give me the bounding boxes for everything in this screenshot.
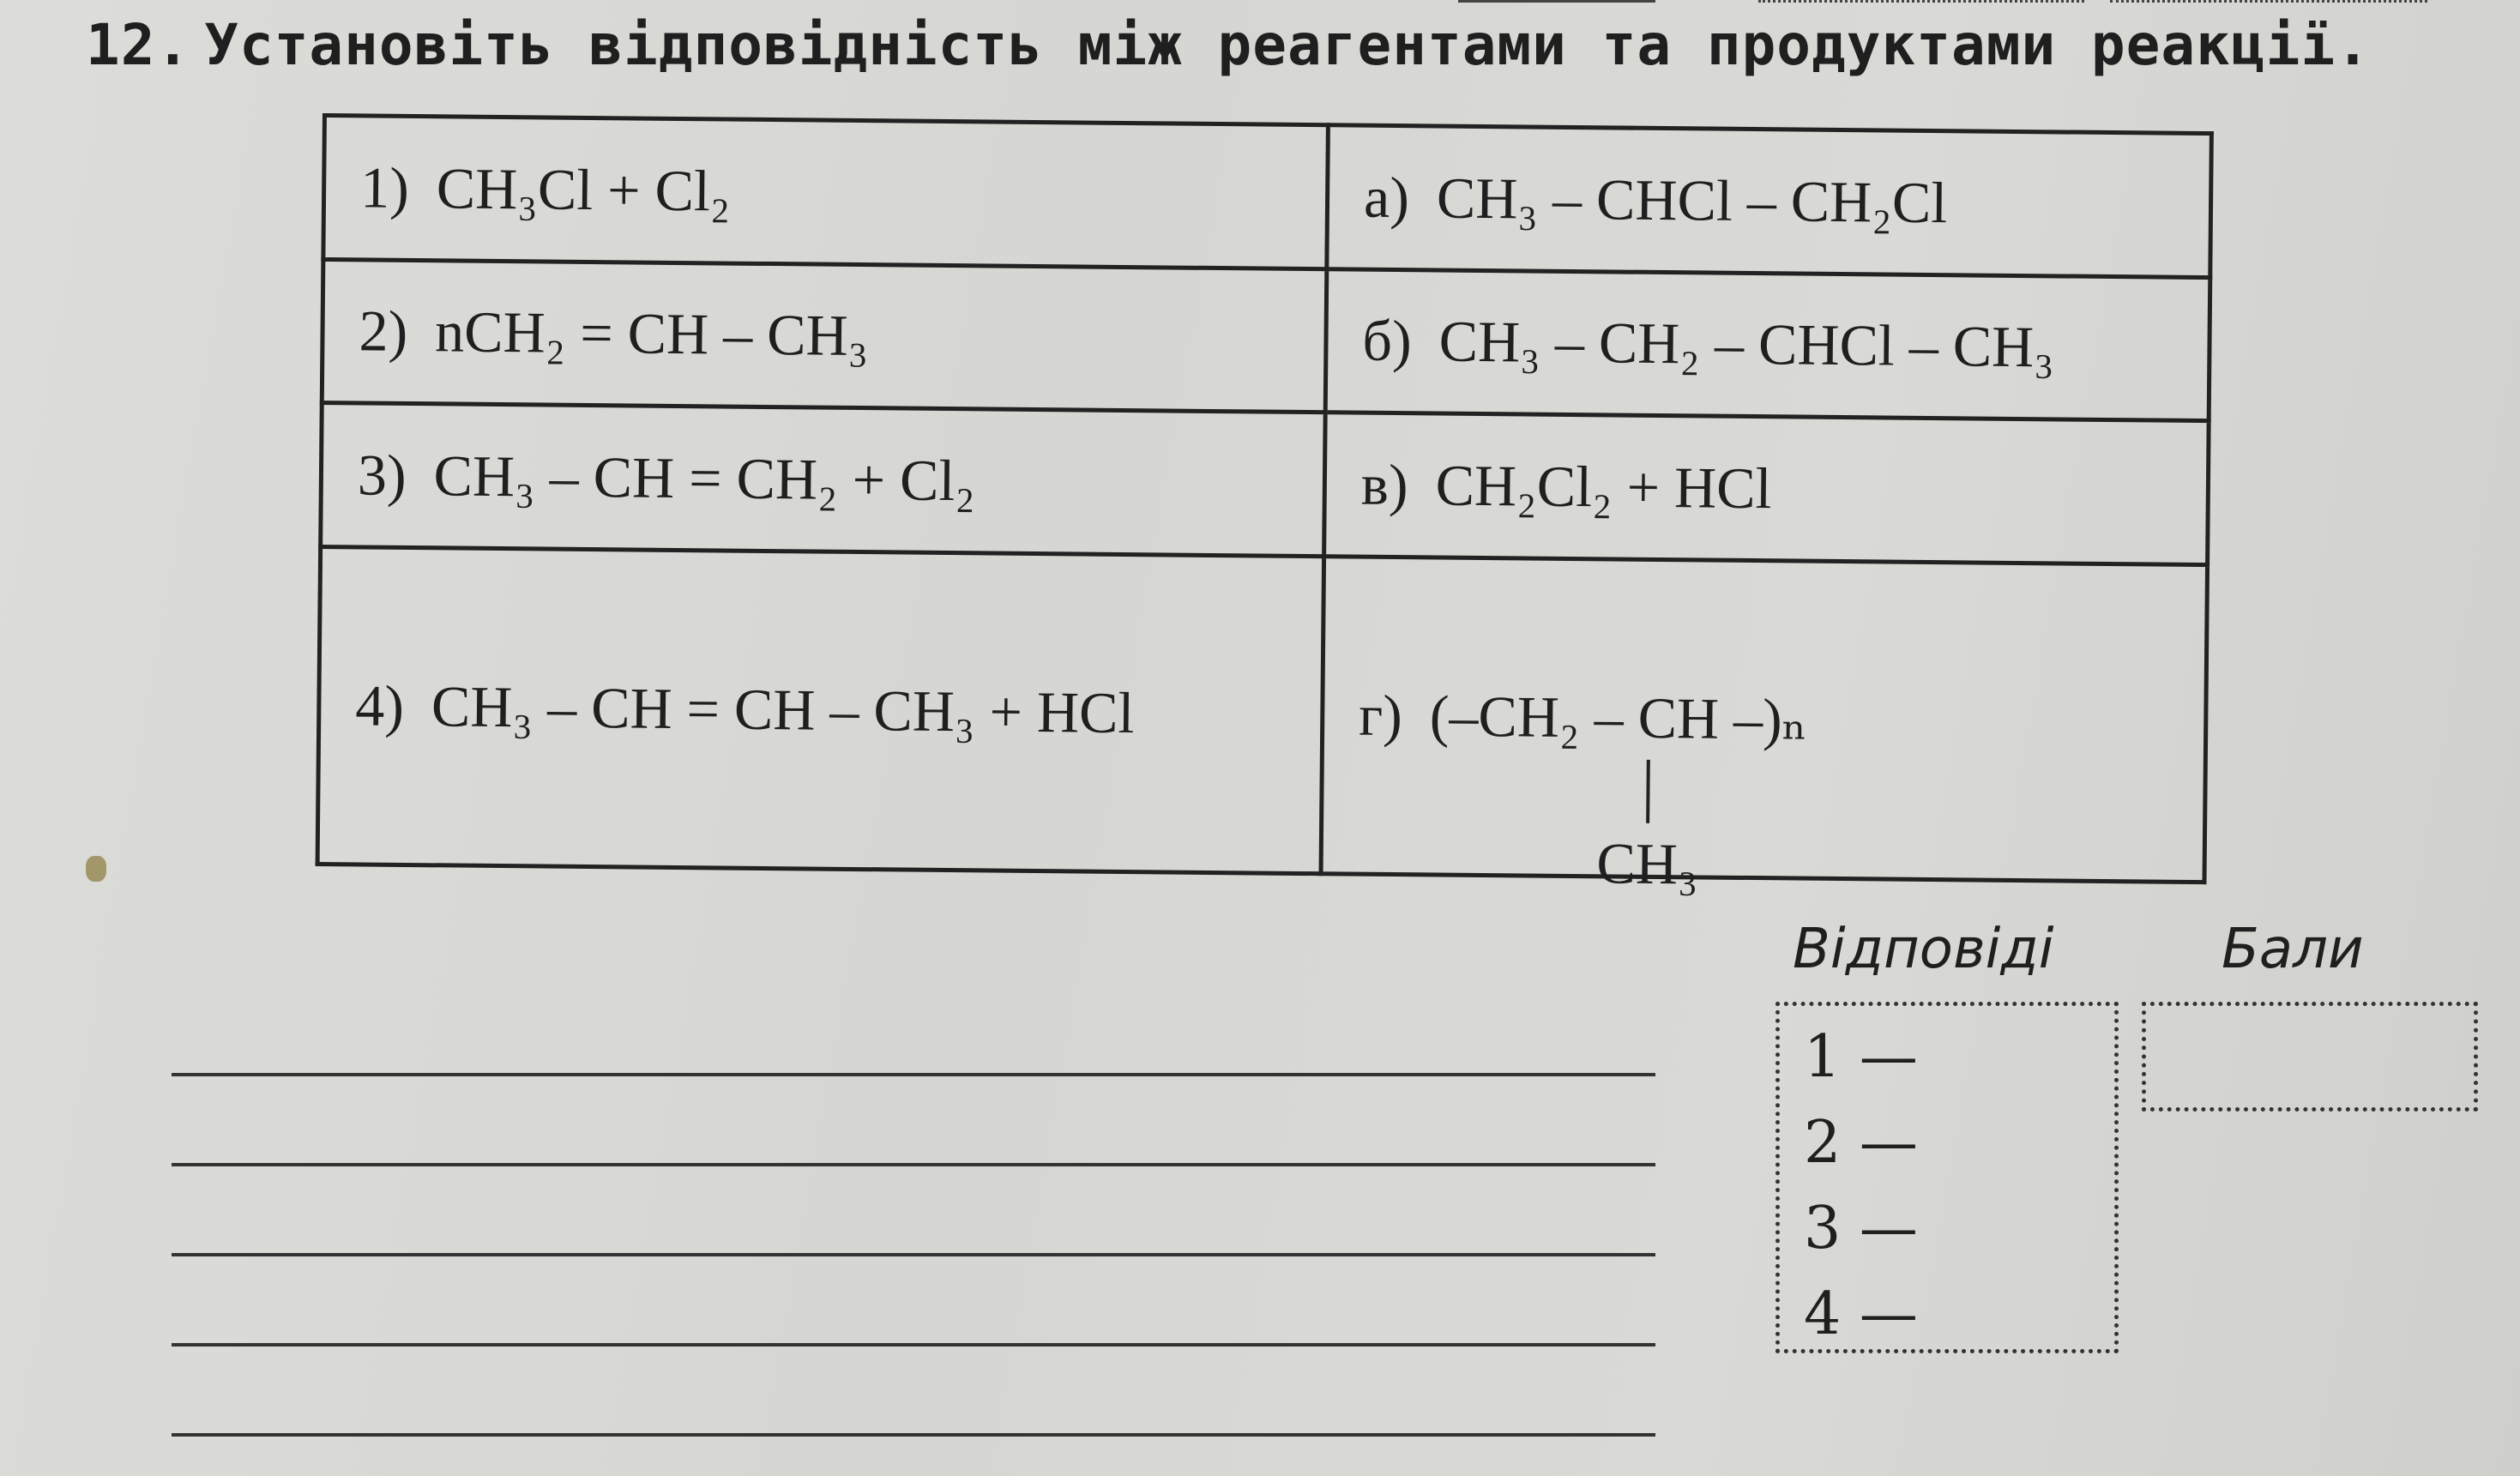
top-edge-dotted-line: [2110, 0, 2427, 8]
table-row: [317, 547, 2207, 883]
work-lines: [172, 986, 1655, 1437]
answers-header: Відповіді: [1793, 918, 2054, 981]
answer-slot[interactable]: 1 —: [1804, 1023, 1918, 1091]
table-row: [322, 259, 2210, 421]
answer-slot[interactable]: 4 —: [1804, 1280, 1918, 1348]
product-formula: CH₂Cl₂ + HCl: [1435, 452, 1772, 521]
reagent-formula: CH₃Cl + Cl₂: [436, 155, 731, 224]
reagent-cell: [317, 547, 1323, 874]
reagent-cell: [321, 403, 1326, 557]
reagent-key: 4): [355, 672, 405, 738]
writing-line[interactable]: [172, 1166, 1655, 1256]
reagent-key: 1): [359, 154, 410, 220]
answer-slot[interactable]: 3 —: [1804, 1195, 1918, 1262]
answer-slot[interactable]: 2 —: [1804, 1109, 1918, 1177]
product-key: г): [1358, 682, 1403, 749]
polymer-formula: [1429, 682, 1808, 897]
top-edge-line: [1458, 0, 1655, 8]
writing-line[interactable]: [172, 1256, 1655, 1346]
reagent-key: 2): [359, 298, 408, 364]
product-cell: [1321, 557, 2208, 897]
reagent-formula: CH₃ – CH = CH₂ + Cl₂: [433, 443, 976, 514]
reagent-formula: CH₃ – CH = CH – CH₃ + HCl: [431, 673, 1135, 746]
reagent-formula: nCH₂ = CH – CH₃: [434, 298, 869, 369]
table-row: [321, 403, 2210, 565]
table-row: [323, 116, 2212, 278]
task-instruction: Установіть відповідність між реагентами та продуктами реакції.: [204, 12, 2371, 78]
writing-line[interactable]: [172, 986, 1655, 1076]
product-key: в): [1360, 451, 1409, 518]
product-cell: [1327, 125, 2212, 278]
answers-box: [1775, 1002, 2119, 1353]
product-formula: CH₃ – CH₂ – CHCl – CH₃: [1438, 308, 2055, 380]
task-title: [86, 12, 2371, 78]
product-key: а): [1363, 164, 1410, 230]
points-box[interactable]: [2142, 1002, 2478, 1112]
product-key: б): [1362, 308, 1413, 374]
product-formula: (–CH₂ – CH –)ₙ: [1429, 683, 1808, 752]
product-cell: [1325, 268, 2210, 421]
methyl-substituent: CH₃: [1596, 830, 1699, 897]
branch-bond-line: [1646, 760, 1650, 823]
points-header: Бали: [2222, 918, 2364, 981]
reagent-cell: [322, 259, 1327, 413]
matching-table: [316, 113, 2214, 897]
product-cell: [1324, 413, 2210, 565]
paper-stain: [86, 856, 106, 882]
writing-line[interactable]: [172, 1346, 1655, 1437]
top-edge-dotted-line: [1758, 0, 2084, 8]
product-formula: CH₃ – CHCl – CH₂Cl: [1436, 165, 1948, 236]
writing-line[interactable]: [172, 1076, 1655, 1166]
task-number: 12.: [86, 12, 191, 78]
reagent-key: 3): [357, 442, 407, 509]
reagent-cell: [323, 116, 1329, 269]
